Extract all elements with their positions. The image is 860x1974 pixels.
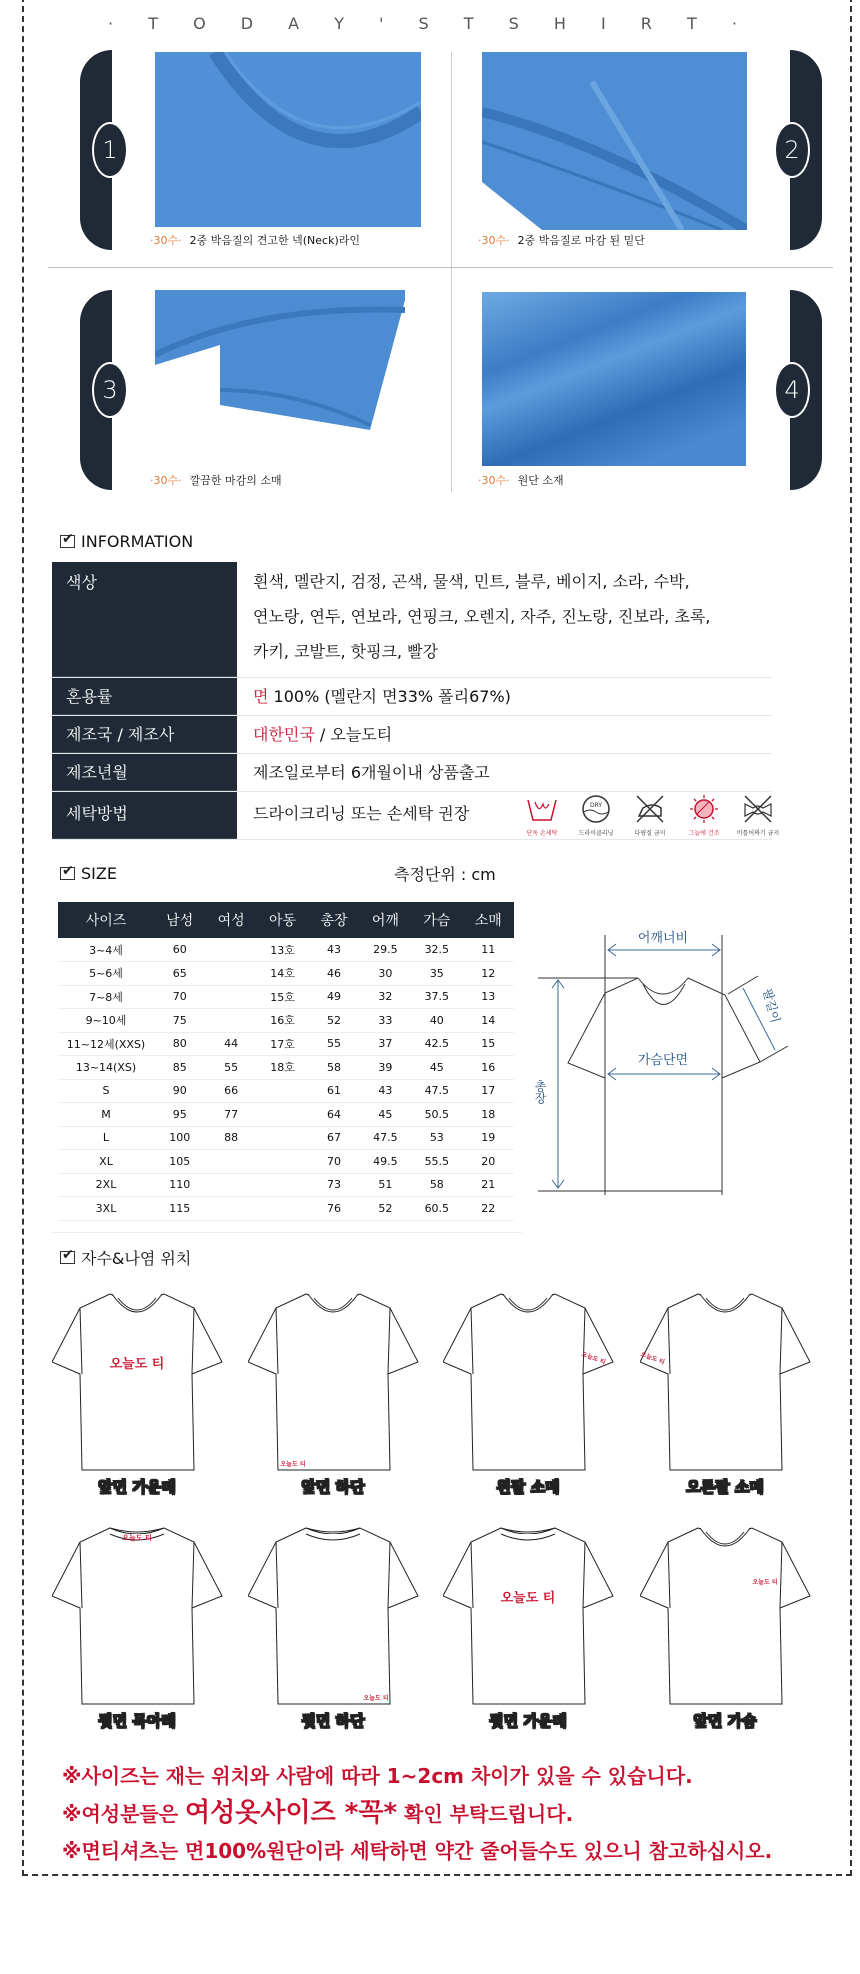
size-cell: 73: [308, 1173, 359, 1197]
size-cell: 115: [154, 1197, 205, 1221]
information-heading: ✔ INFORMATION: [60, 532, 193, 551]
position-label: 오른팔 소매: [686, 1478, 764, 1496]
size-cell: 33: [360, 1009, 411, 1033]
feature-tab: [784, 50, 822, 250]
tshirt-front-icon: [443, 1278, 618, 1478]
size-cell: 50.5: [411, 1103, 462, 1127]
size-row: [58, 1079, 514, 1103]
size-cell: [205, 1150, 256, 1174]
sleeve-length-label: 팔길이: [760, 987, 783, 1025]
checkbox-icon: [60, 535, 75, 548]
tshirt-back-icon: [443, 1512, 618, 1712]
size-cell: 100: [154, 1126, 205, 1150]
divider: [52, 1232, 522, 1233]
feature-caption: ·30수· 깔끔한 마감의 소매: [150, 474, 282, 487]
column-header: 사이즈: [58, 902, 154, 938]
size-cell: [205, 1197, 256, 1221]
size-table: [58, 902, 514, 1221]
size-cell: 19: [463, 1126, 514, 1150]
size-cell: [257, 1126, 308, 1150]
size-cell: 88: [205, 1126, 256, 1150]
embroidery-position-item: [640, 1512, 815, 1730]
size-cell: 45: [411, 1056, 462, 1080]
size-cell: 70: [154, 985, 205, 1009]
svg-text:오늘도 티: 오늘도 티: [752, 1579, 778, 1586]
size-cell: 3XL: [58, 1197, 154, 1221]
size-cell: 16호: [257, 1009, 308, 1033]
size-cell: 55: [308, 1032, 359, 1056]
size-cell: 110: [154, 1173, 205, 1197]
position-label: 앞면 가슴: [693, 1712, 757, 1730]
size-cell: 11: [463, 938, 514, 962]
position-label: 뒷면 가운데: [489, 1712, 567, 1730]
size-cell: 80: [154, 1032, 205, 1056]
grid-divider-horizontal: [48, 267, 833, 268]
tshirt-front-icon: [640, 1512, 815, 1712]
measurement-unit: 측정단위 : cm: [394, 865, 496, 884]
size-cell: 39: [360, 1056, 411, 1080]
column-header: 여성: [205, 902, 256, 938]
svg-text:오늘도 티: 오늘도 티: [122, 1534, 152, 1542]
size-cell: 77: [205, 1103, 256, 1127]
size-cell: 18: [463, 1103, 514, 1127]
size-row: [58, 1173, 514, 1197]
size-row: [58, 1009, 514, 1033]
column-header: 남성: [154, 902, 205, 938]
size-cell: 9~10세: [58, 1009, 154, 1033]
size-cell: 47.5: [411, 1079, 462, 1103]
tshirt-back-icon: [52, 1512, 227, 1712]
svg-text:오늘도 티: 오늘도 티: [500, 1591, 556, 1606]
info-value: 대한민국 / 오늘도티: [253, 725, 393, 744]
size-cell: 70: [308, 1150, 359, 1174]
embroidery-heading: ✔ 자수&나염 위치: [60, 1246, 191, 1269]
size-cell: 2XL: [58, 1173, 154, 1197]
embroidery-position-item: [248, 1278, 423, 1496]
size-cell: 37: [360, 1032, 411, 1056]
sleeve-photo: [155, 290, 405, 430]
svg-text:오늘도 티: 오늘도 티: [363, 1695, 389, 1702]
size-cell: 30: [360, 962, 411, 986]
care-icons: [518, 794, 782, 837]
size-cell: 64: [308, 1103, 359, 1127]
size-cell: 18호: [257, 1056, 308, 1080]
size-cell: [205, 938, 256, 962]
size-cell: 75: [154, 1009, 205, 1033]
page-title: · T O D A Y ' S T S H I R T ·: [108, 14, 752, 33]
no-wring-icon: 비틀어짜기 금지: [734, 794, 782, 837]
size-cell: 90: [154, 1079, 205, 1103]
column-header: 아동: [257, 902, 308, 938]
size-cell: 32: [360, 985, 411, 1009]
size-cell: 67: [308, 1126, 359, 1150]
size-heading: ✔ SIZE: [60, 864, 117, 883]
size-cell: 105: [154, 1150, 205, 1174]
grid-divider-vertical: [451, 52, 452, 492]
notice-text: [62, 1758, 772, 1870]
fabric-photo: [482, 292, 746, 466]
feature-number: 4: [774, 362, 810, 418]
size-cell: [257, 1150, 308, 1174]
embroidery-position-item: [443, 1512, 618, 1730]
column-header: 소매: [463, 902, 514, 938]
hand-wash-icon: 단독 손세탁: [518, 794, 566, 837]
size-cell: 15호: [257, 985, 308, 1009]
size-cell: 3~4세: [58, 938, 154, 962]
size-cell: 65: [154, 962, 205, 986]
info-row-origin: [52, 716, 772, 754]
embroidery-position-item: [248, 1512, 423, 1730]
size-cell: XL: [58, 1150, 154, 1174]
size-cell: 21: [463, 1173, 514, 1197]
size-cell: 13호: [257, 938, 308, 962]
notice-line: ※면티셔츠는 면100%원단이라 세탁하면 약간 줄어들수도 있으니 참고하십시오.: [62, 1839, 773, 1863]
size-cell: 66: [205, 1079, 256, 1103]
size-cell: 20: [463, 1150, 514, 1174]
size-cell: 47.5: [360, 1126, 411, 1150]
svg-text:DRY: DRY: [589, 802, 603, 809]
embroidery-position-item: [52, 1278, 227, 1496]
size-cell: 42.5: [411, 1032, 462, 1056]
size-cell: 61: [308, 1079, 359, 1103]
embroidery-position-item: [52, 1512, 227, 1730]
feature-tab: [80, 290, 118, 490]
checkbox-icon: [60, 1251, 75, 1264]
size-cell: [257, 1103, 308, 1127]
size-cell: 17: [463, 1079, 514, 1103]
measurement-diagram: [520, 880, 790, 1210]
column-header: 가슴: [411, 902, 462, 938]
size-cell: [205, 962, 256, 986]
info-key: 제조국 / 제조사: [52, 716, 237, 753]
size-cell: 52: [360, 1197, 411, 1221]
size-row: [58, 1103, 514, 1127]
info-row-color: [52, 562, 772, 678]
svg-text:오늘도 티: 오늘도 티: [640, 1350, 666, 1367]
size-cell: 5~6세: [58, 962, 154, 986]
feature-number: 3: [92, 362, 128, 418]
hem-photo: [482, 52, 747, 230]
shoulder-width-label: 어깨너비: [637, 931, 689, 946]
size-table-body: [58, 938, 514, 1220]
size-row: [58, 1197, 514, 1221]
size-cell: 55: [205, 1056, 256, 1080]
size-row: [58, 1126, 514, 1150]
position-label: 뒷면 목아래: [98, 1712, 176, 1730]
size-cell: 51: [360, 1173, 411, 1197]
info-key: 혼용률: [52, 678, 237, 715]
feature-caption: ·30수· 2중 박음질의 견고한 넥(Neck)라인: [150, 234, 360, 247]
info-key: 제조년월: [52, 754, 237, 791]
svg-text:오늘도 티: 오늘도 티: [580, 1350, 607, 1367]
shade-dry-icon: 그늘에 건조: [680, 794, 728, 837]
size-row: [58, 985, 514, 1009]
size-cell: 60: [154, 938, 205, 962]
notice-line: ※여성분들은 여성옷사이즈 *꼭* 확인 부탁드립니다.: [62, 1798, 574, 1828]
size-cell: 17호: [257, 1032, 308, 1056]
size-table-header: [58, 902, 514, 938]
size-cell: [205, 1173, 256, 1197]
size-cell: 40: [411, 1009, 462, 1033]
size-cell: 58: [411, 1173, 462, 1197]
embroidery-position-item: [640, 1278, 815, 1496]
size-cell: [257, 1173, 308, 1197]
position-label: 앞면 가운데: [98, 1478, 176, 1496]
size-cell: 22: [463, 1197, 514, 1221]
size-cell: [205, 1009, 256, 1033]
column-header: 어깨: [360, 902, 411, 938]
no-iron-icon: 다림질 금지: [626, 794, 674, 837]
size-cell: 11~12세(XXS): [58, 1032, 154, 1056]
size-cell: 52: [308, 1009, 359, 1033]
size-cell: 14호: [257, 962, 308, 986]
feature-caption: ·30수· 원단 소재: [478, 474, 564, 487]
dry-clean-icon: DRY 드라이클리닝: [572, 794, 620, 837]
size-cell: 58: [308, 1056, 359, 1080]
embroidery-position-item: [443, 1278, 618, 1496]
position-label: 뒷면 하단: [301, 1712, 365, 1730]
size-cell: 95: [154, 1103, 205, 1127]
size-row: [58, 1032, 514, 1056]
svg-text:오늘도 티: 오늘도 티: [280, 1461, 306, 1468]
feature-tab: [80, 50, 118, 250]
size-cell: 37.5: [411, 985, 462, 1009]
neckline-photo: [155, 52, 421, 227]
size-cell: 15: [463, 1032, 514, 1056]
size-cell: 29.5: [360, 938, 411, 962]
total-length-label: 총장: [533, 1080, 547, 1104]
position-label: 왼팔 소매: [496, 1478, 560, 1496]
size-cell: 46: [308, 962, 359, 986]
size-cell: 76: [308, 1197, 359, 1221]
info-value: 흰색, 멜란지, 검정, 곤색, 물색, 민트, 블루, 베이지, 소라, 수박, 연노랑, 연두, 연보라, 연핑크, 오렌지, 자주, 진노랑, 진보라, 초록, 카키, 코발트, 핫핑크, 빨강: [253, 572, 711, 661]
chest-width-label: 가슴단면: [637, 1053, 689, 1068]
info-value: 드라이크리닝 또는 손세탁 권장: [253, 804, 470, 823]
info-row-date: [52, 754, 772, 792]
feature-number: 1: [92, 122, 128, 178]
size-cell: L: [58, 1126, 154, 1150]
size-cell: 43: [360, 1079, 411, 1103]
size-cell: 53: [411, 1126, 462, 1150]
column-header: 총장: [308, 902, 359, 938]
size-cell: 43: [308, 938, 359, 962]
size-cell: 45: [360, 1103, 411, 1127]
info-key: 세탁방법: [52, 792, 237, 839]
svg-text:오늘도 티: 오늘도 티: [109, 1357, 165, 1372]
tshirt-front-icon: [52, 1278, 227, 1478]
size-cell: 12: [463, 962, 514, 986]
size-cell: M: [58, 1103, 154, 1127]
size-row: [58, 1150, 514, 1174]
size-cell: 49.5: [360, 1150, 411, 1174]
feature-caption: ·30수· 2중 박음질로 마감 된 밑단: [478, 234, 645, 247]
size-cell: 16: [463, 1056, 514, 1080]
feature-number: 2: [774, 122, 810, 178]
info-value: 면 100% (멜란지 면33% 폴리67%): [253, 687, 511, 706]
tshirt-back-icon: [248, 1512, 423, 1712]
size-cell: 14: [463, 1009, 514, 1033]
size-cell: S: [58, 1079, 154, 1103]
feature-tab: [784, 290, 822, 490]
tshirt-front-icon: [248, 1278, 423, 1478]
size-cell: 35: [411, 962, 462, 986]
size-cell: 60.5: [411, 1197, 462, 1221]
size-row: [58, 962, 514, 986]
size-cell: 32.5: [411, 938, 462, 962]
info-value: 제조일로부터 6개월이내 상품출고: [253, 763, 490, 782]
info-row-material: [52, 678, 772, 716]
checkbox-icon: [60, 867, 75, 880]
notice-line: ※사이즈는 재는 위치와 사람에 따라 1~2cm 차이가 있을 수 있습니다.: [62, 1764, 693, 1788]
size-cell: [257, 1079, 308, 1103]
size-row: [58, 1056, 514, 1080]
size-cell: 13: [463, 985, 514, 1009]
size-row: [58, 938, 514, 962]
size-cell: 13~14(XS): [58, 1056, 154, 1080]
size-cell: [257, 1197, 308, 1221]
tshirt-front-icon: [640, 1278, 815, 1478]
size-cell: 85: [154, 1056, 205, 1080]
size-cell: [205, 985, 256, 1009]
size-cell: 7~8세: [58, 985, 154, 1009]
size-cell: 55.5: [411, 1150, 462, 1174]
size-cell: 44: [205, 1032, 256, 1056]
info-key: 색상: [52, 562, 237, 677]
position-label: 앞면 하단: [301, 1478, 365, 1496]
size-cell: 49: [308, 985, 359, 1009]
